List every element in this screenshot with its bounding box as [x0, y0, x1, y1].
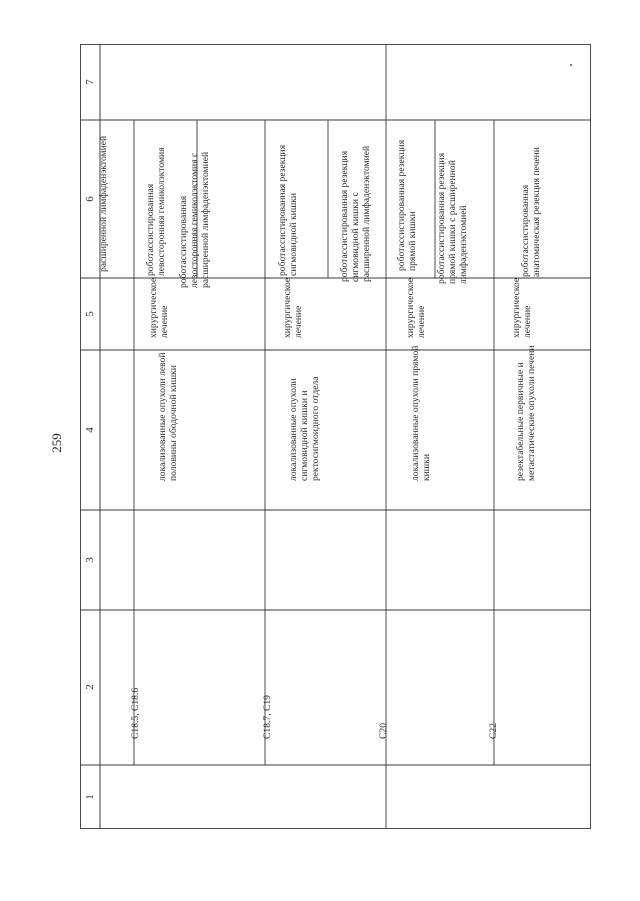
col-header-1: 1 [84, 794, 96, 800]
page-number: 259 [49, 433, 64, 453]
code-cell: C18.5, C18.6 [130, 687, 141, 739]
col-header-2: 2 [84, 684, 96, 690]
disease-cell: резектабельные первичные и метастатические опухоли печени [515, 345, 538, 481]
method-cell: роботассистированная левосторонняя гемиколэктомия [145, 147, 168, 276]
col-header-3: 3 [84, 557, 96, 563]
code-cell: C22 [488, 723, 499, 739]
treatment-table [80, 44, 591, 829]
col-header-7: 7 [84, 79, 96, 85]
method-cell: роботассистированная левосторонняя гемиколэктомия с расширенной лимфаденэктомией [178, 151, 212, 288]
code-cell: C20 [378, 723, 389, 739]
treatment-cell: хирургическое лечение [405, 277, 428, 338]
treatment-cell: хирургическое лечение [282, 277, 305, 338]
disease-cell: локализованные опухоли сигмовидной кишки и ректосигмоидного отдела [288, 376, 322, 481]
method-cell: роботассистированная резекция сигмовидной кишки [277, 144, 300, 276]
scan-speck [570, 64, 572, 66]
method-cell: роботассистированная резекция прямой кишки [396, 139, 419, 271]
method-cell: роботассистированная анатомическая резекция печени [520, 147, 543, 277]
method-cell: роботассистированная резекция прямой кишки с расширенной лимфаденэктомией [436, 152, 470, 284]
treatment-cell: хирургическое лечение [511, 277, 534, 338]
code-cell: C18.7, C19 [262, 695, 273, 739]
col-header-4: 4 [84, 427, 96, 433]
treatment-cell: хирургическое лечение [148, 277, 171, 338]
disease-cell: локализованные опухоли левой половины ободочной кишки [157, 352, 180, 481]
col-header-5: 5 [84, 311, 96, 317]
col-header-6: 6 [84, 196, 96, 202]
method-cell: роботассистированная резекция сигмовидной кишки с расширенной лимфаденэктомией [339, 145, 373, 282]
disease-cell: локализованные опухоли прямой кишки [410, 345, 433, 481]
method-cell: расширенной лимфаденэктомией [98, 135, 109, 272]
